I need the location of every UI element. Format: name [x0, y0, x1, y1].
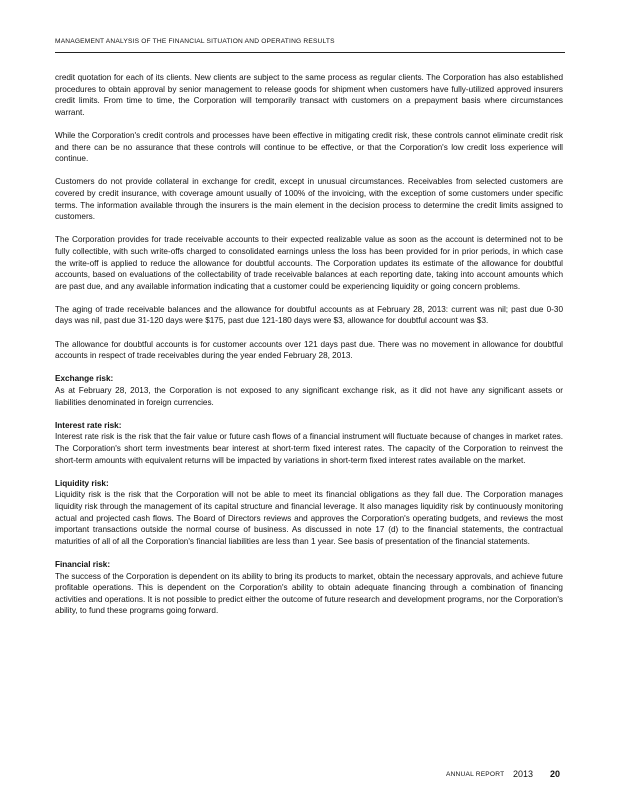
aging-paragraph: The aging of trade receivable balances and the allowance for doubtful accounts as at February 28, 2013: current was nil; past due 0-30 days was nil, past due 31-120 days were $175, past due 121-180 days were $3, allowance for doubtful account was $3. [55, 304, 563, 326]
financial-risk-text: The success of the Corporation is dependent on its ability to bring its products to market, obtain the necessary approvals, and achieve future profitable operations. This is dependent on the Corporation's ability to obtain adequate financing through a combination of financing activities and operations. It is not possible to predict either the outcome of future research and development programs, nor the Corporation's ability, to fund these programs going forward. [55, 571, 563, 616]
interest-rate-risk-text: Interest rate risk is the risk that the fair value or future cash flows of a financial instrument will fluctuate because of changes in market rates. The Corporation's short term investments bear interest at short-term fixed interest rates. The capacity of the Corporation to reinvest the short-term amounts with equivalent returns will be impacted by variations in short-term fixed interest rates available on the market. [55, 432, 563, 465]
financial-risk-heading: Financial risk: [55, 559, 111, 569]
credit-quotation-paragraph: credit quotation for each of its clients. New clients are subject to the same process as regular clients. The Corporation has also established procedures to obtain approval by senior management to release goods for shipment when customers have fully-utilized approved insurers credit limits. From time to time, the Corporation will temporarily transact with customers on a prepayment basis where circumstances warrant. [55, 73, 563, 117]
credit-controls-paragraph: While the Corporation's credit controls and processes have been effective in mitigating credit risk, these controls cannot eliminate credit risk and there can be no assurance that these controls will continue to be effective, or that the Corporation's low credit loss experience will continue. [55, 130, 563, 164]
footer-year: 2013 [513, 769, 534, 779]
exchange-risk-heading: Exchange risk: [55, 374, 114, 384]
exchange-risk-text: As at February 28, 2013, the Corporation is not exposed to any significant exchange risk, as it did not have any significant assets or liabilities denominated in foreign currencies. [55, 386, 563, 407]
receivables-provision-paragraph: The Corporation provides for trade receivable accounts to their expected realizable value as soon as the account is determined not to be fully collectible, with such write-offs charged to consolidated earnings unless the loss has been provided for in prior periods, in which case the write-off is applied to reduce the allowance for doubtful accounts. The Corporation updates its estimate of the allowance for doubtful accounts, based on evaluations of the collectability of trade receivable balances at each reporting date, taking into account amounts which are past due, and any available information indicating that a customer could be experiencing liquidity or going concern problems. [55, 235, 563, 291]
running-header: MANAGEMENT ANALYSIS OF THE FINANCIAL SITUATION AND OPERATING RESULTS [55, 38, 335, 45]
page-number: 20 [550, 769, 561, 779]
interest-rate-risk-heading: Interest rate risk: [55, 420, 122, 430]
footer-label: ANNUAL REPORT [446, 771, 505, 778]
page-footer [425, 769, 565, 781]
liquidity-risk-heading: Liquidity risk: [55, 478, 109, 488]
collateral-paragraph: Customers do not provide collateral in exchange for credit, except in unusual circumstances. Receivables from selected customers are covered by credit insurance, with coverage amount usually of 100% of the invoicing, with the exception of some customers under specific terms. The information available through the insurers is the main element in the decision process to determine the credit limits assigned to customers. [55, 177, 563, 222]
liquidity-risk-text: Liquidity risk is the risk that the Corporation will not be able to meet its financial obligations as they fall due. The Corporation manages liquidity risk through the management of its capital structure and financial leverage. It also manages liquidity risk by continuously monitoring actual and projected cash flows. The Board of Directors reviews and approves the Corporation's operating budgets, and reviews the most important transactions outside the normal course of business. As discussed in note 17 (d) to the financial statements, the contractual maturities of all of all the Corporation's financial liabilities are less than 1 year. See basis of presentation of the financial statements. [55, 490, 563, 546]
page-body [55, 72, 563, 617]
allowance-paragraph: The allowance for doubtful accounts is for customer accounts over 121 days past due. There was no movement in allowance for doubtful accounts in respect of trade receivables during the year ended February 28, 2013. [55, 339, 563, 361]
header-divider [55, 52, 565, 53]
